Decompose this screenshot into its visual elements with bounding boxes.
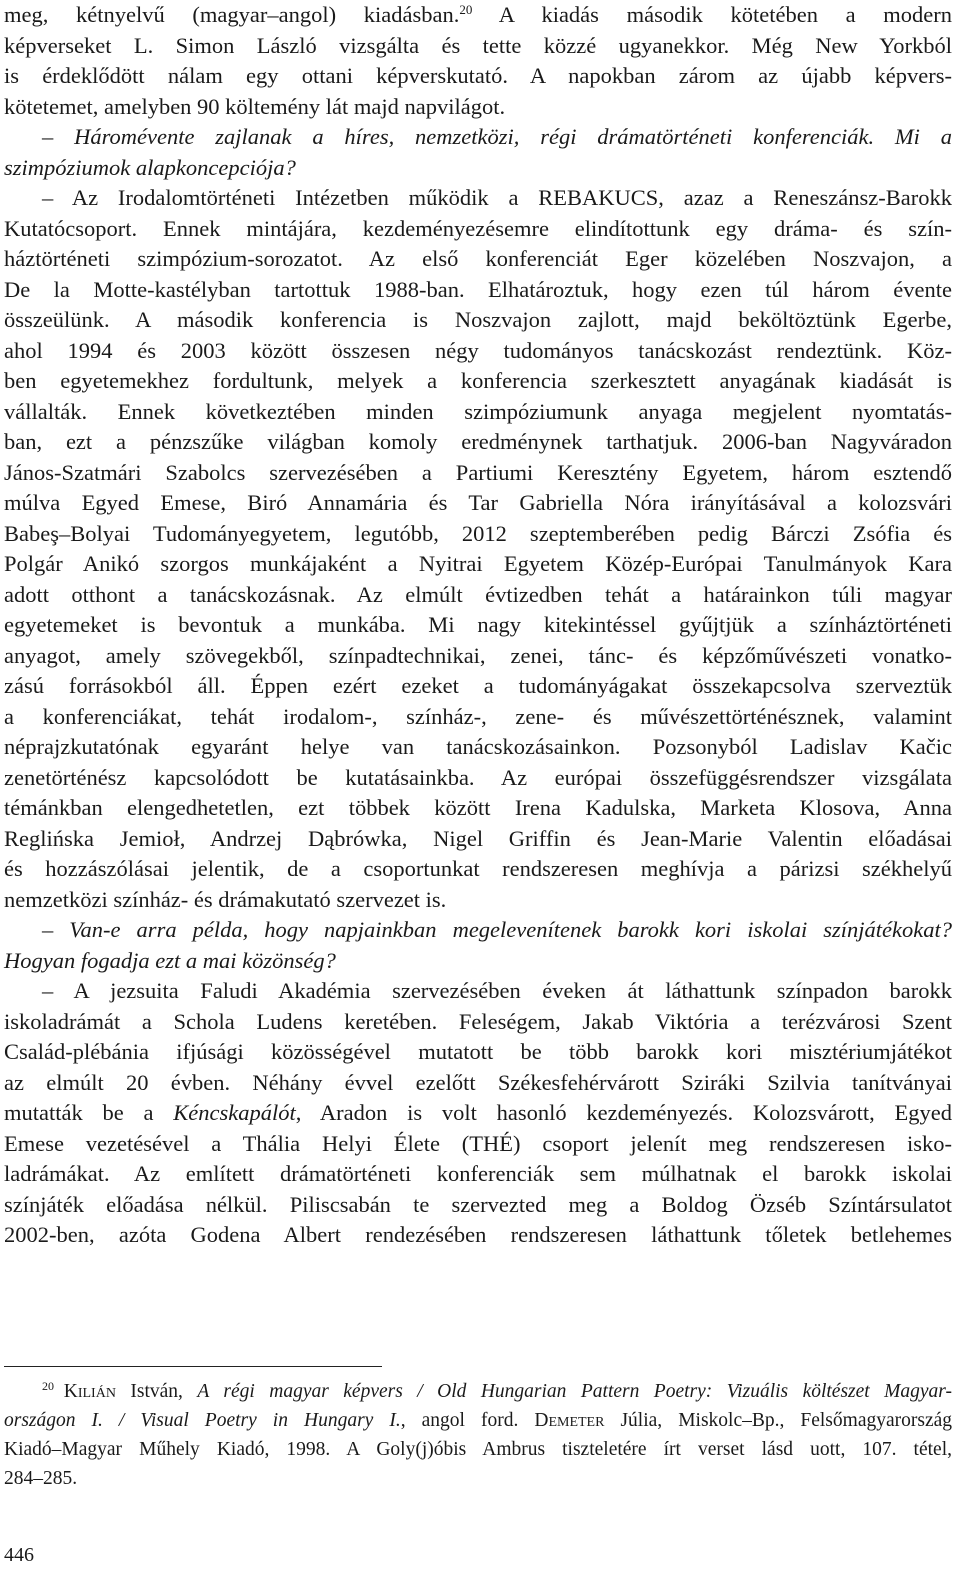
body-line: és hozzászólásai jelentik, de a csoportunkat rendszeresen meghívja a párizsi székhelyű xyxy=(4,856,952,881)
author-surname: Kilián xyxy=(63,1381,116,1402)
body-line: Kutatócsoport. Ennek mintájára, kezdeményezésemre elindítottunk egy dráma- és szín- xyxy=(4,215,952,241)
work-title: A régi magyar képvers / Old Hungarian Pattern Poetry: Vizuális költészet Magyar- xyxy=(197,1381,952,1402)
body-line: Polgár Anikó szorgos munkájaként a Nyitrai Egyetem Közép-Európai Tanulmányok Kara xyxy=(4,551,952,576)
body-line: Babeş–Bolyai Tudományegyetem, legutóbb, 2012 szeptemberében pedig Bárczi Zsófia és xyxy=(4,520,952,546)
footnote-reference: 20 xyxy=(459,2,473,17)
body-line: vállalták. Ennek következtében minden szimpóziumunk anyaga megjelent nyomtatás- xyxy=(4,398,952,424)
translator-surname: Demeter xyxy=(534,1410,605,1431)
body-line: zású forrásokból áll. Éppen ezért ezeket a tudományágakat összekapcsolva szerveztük xyxy=(4,673,952,698)
text-run: mutatták be a xyxy=(4,1100,174,1125)
body-line: Reglińska Jemioł, Andrzej Dąbrówka, Nigel Griffin és Jean-Marie Valentin előadásai xyxy=(4,825,952,851)
text-run: Júlia, Miskolc–Bp., Felsőmagyarország xyxy=(604,1410,953,1431)
text-run: A kiadás második kötetében a modern xyxy=(472,2,952,27)
footnote-number: 20 xyxy=(42,1379,54,1393)
body-line: összeülünk. A második konferencia is Noszvajon zajlott, majd beköltöztünk Egerbe, xyxy=(4,307,952,332)
interview-question: Hogyan fogadja ezt a mai közönség? xyxy=(4,947,336,973)
body-line: – Az Irodalomtörténeti Intézetben működik a REBAKUCS, azaz a Reneszánsz-Barokk xyxy=(42,185,952,210)
body-line: iskoladrámát a Schola Ludens keretében. Feleségem, Jakab Viktória a terézvárosi Szent xyxy=(4,1008,952,1034)
footnote-line: 284–285. xyxy=(4,1468,78,1489)
footnote-separator xyxy=(4,1366,382,1367)
footnote-line: Kiadó–Magyar Műhely Kiadó, 1998. A Goly(j)óbis Ambrus tiszteletére írt verset lásd uott, 107. tétel, xyxy=(4,1439,952,1460)
body-line: kötetemet, amelyben 90 költemény lát majd napvilágot. xyxy=(4,93,506,119)
body-line: képverseket L. Simon László vizsgálta és tette közzé ugyanekkor. Még New Yorkból xyxy=(4,32,952,58)
body-line: néprajzkutatónak egyaránt helye van tanácskozásainkon. Pozsonyból Ladislav Kačic xyxy=(4,734,952,759)
body-line xyxy=(4,1098,952,1128)
footnote-line xyxy=(4,1406,952,1435)
text-run: , angol ford. xyxy=(400,1410,535,1431)
body-line: Család-plébánia ifjúsági közösségével mutatott be több barokk kori misztériumjátékot xyxy=(4,1039,952,1064)
body-line: színjáték előadása nélkül. Piliscsabán te szervezted meg a Boldog Özséb Színtársulatot xyxy=(4,1191,952,1217)
text-run: , Aradon is volt hasonló kezdeményezés. Kolozsvárott, Egyed xyxy=(295,1100,953,1125)
body-line: – A jezsuita Faludi Akadémia szervezésében éveken át láthattunk színpadon barokk xyxy=(42,978,952,1003)
text-run: meg, kétnyelvű (magyar–angol) kiadásban. xyxy=(4,2,460,27)
body-line: ben egyetemekhez fordultunk, melyek a konferencia szerkesztett anyagának kiadását is xyxy=(4,368,952,393)
body-line: témánkban elengedhetetlen, ezt többek között Irena Kadulska, Marketa Klosova, Anna xyxy=(4,795,952,820)
body-line: az elmúlt 20 évben. Néhány évvel ezelőtt Székesfehérvárott Sziráki Szilvia tanítványai xyxy=(4,1069,952,1095)
page-number: 446 xyxy=(4,1544,34,1566)
body-line: ban, ezt a pénzszűke világban komoly eredménynek tarthatjuk. 2006-ban Nagyváradon xyxy=(4,429,952,454)
footnote-line xyxy=(4,1377,952,1406)
body-line: zenetörténész kapcsolódott be kutatásainkba. Az európai összefüggésrendszer vizsgálata xyxy=(4,764,952,790)
work-title: országon I. / Visual Poetry in Hungary I. xyxy=(4,1410,401,1431)
body-line: a konferenciákat, tehát irodalom-, színház-, zene- és művészettörténésznek, valamint xyxy=(4,703,952,729)
body-line: múlva Egyed Emese, Biró Annamária és Tar Gabriella Nóra irányításával a kolozsvári xyxy=(4,490,952,515)
body-line: ladrámákat. Az említett drámatörténeti konferenciák sem múlhatnak el barokk iskolai xyxy=(4,1161,952,1186)
body-line: háztörténeti szimpózium-sorozatot. Az első konferenciát Eger közelében Noszvajon, a xyxy=(4,246,952,271)
body-line: 2002-ben, azóta Godena Albert rendezésében rendszeresen láthattunk tőletek betlehemes xyxy=(4,1222,952,1247)
body-line: De la Motte-kastélyban tartottuk 1988-ban. Elhatároztuk, hogy ezen túl három évente xyxy=(4,276,952,302)
text-run: István, xyxy=(115,1381,198,1402)
work-title: Kéncskapálót xyxy=(173,1100,296,1125)
body-line: adott otthont a tanácskozásnak. Az elmúlt évtizedben tehát a határainkon túli magyar xyxy=(4,581,952,607)
interview-question: – Van-e arra példa, hogy napjainkban megelevenítenek barokk kori iskolai színjátékokat? xyxy=(42,917,952,942)
body-line: nemzetközi színház- és drámakutató szervezet is. xyxy=(4,886,447,912)
body-line: is érdeklődött nálam egy ottani képverskutató. A napokban zárom az újabb képvers- xyxy=(4,63,952,88)
interview-question: – Háromévente zajlanak a híres, nemzetközi, régi drámatörténeti konferenciák. Mi a xyxy=(42,124,952,149)
body-line: ahol 1994 és 2003 között összesen négy tudományos tanácskozást rendeztünk. Köz- xyxy=(4,337,952,363)
body-line: egyetemeket is bevontuk a munkába. Mi nagy kitekintéssel gyűjtjük a színháztörténeti xyxy=(4,612,952,637)
body-line: anyagot, amely szövegekből, színpadtechnikai, zenei, tánc- és képzőművészeti vonatko- xyxy=(4,642,952,668)
interview-question: szimpóziumok alapkoncepciója? xyxy=(4,154,296,180)
body-line: Emese vezetésével a Thália Helyi Élete (THÉ) csoport jelenít meg rendszeresen isko- xyxy=(4,1130,952,1156)
body-line xyxy=(4,0,952,30)
body-line: János-Szatmári Szabolcs szervezésében a Partiumi Keresztény Egyetem, három esztendő xyxy=(4,459,952,485)
